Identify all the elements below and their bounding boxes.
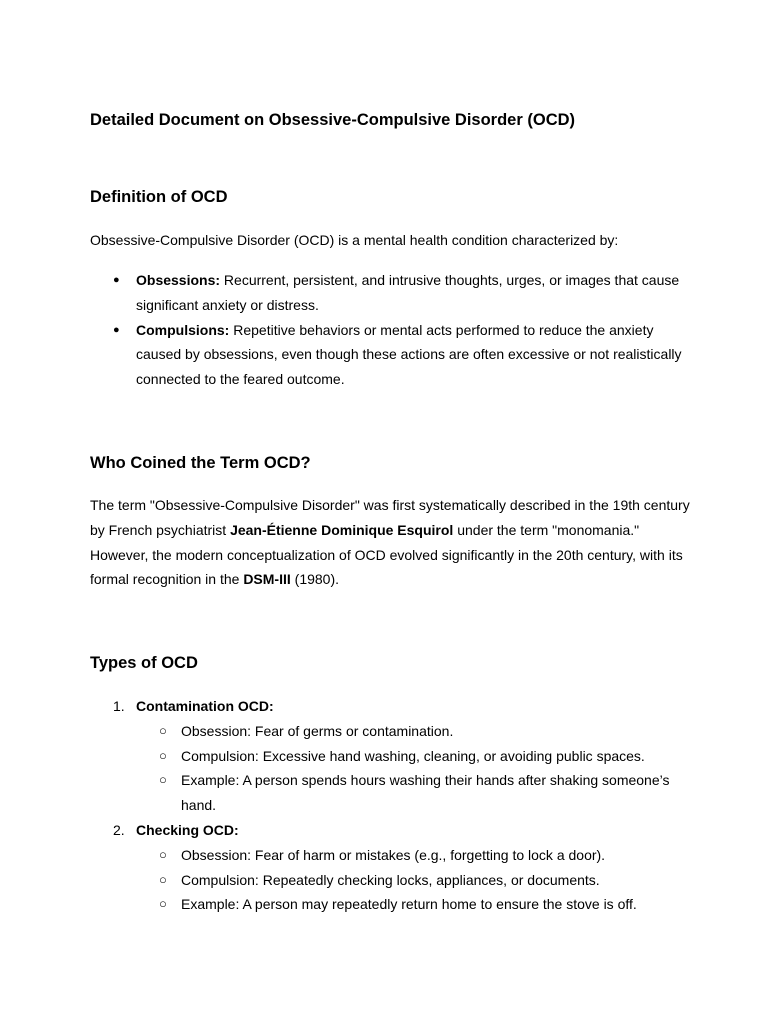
list-item (136, 868, 690, 893)
detail-text: Obsession: Fear of harm or mistakes (e.g., forgetting to lock a door). (181, 846, 606, 863)
definition-text: Recurrent, persistent, and intrusive thoughts, urges, or images that cause significant anxiety or distress. (136, 272, 680, 313)
definition-term: Compulsions: (136, 321, 230, 338)
section-heading-types: Types of OCD (90, 654, 198, 672)
list-item (136, 843, 690, 868)
circle-bullet-icon: ○ (159, 896, 167, 912)
bullet-icon: ● (113, 274, 120, 286)
type-details (136, 719, 690, 818)
list-item (136, 892, 690, 917)
types-list (90, 694, 690, 917)
definition-text: Repetitive behaviors or mental acts performed to reduce the anxiety caused by obsessions, even though these actions are often excessive or not realistically connected to the feared outcome. (136, 321, 682, 388)
document-title: Detailed Document on Obsessive-Compulsive Disorder (OCD) (90, 111, 576, 129)
detail-text: Example: A person may repeatedly return home to ensure the stove is off. (181, 896, 637, 913)
detail-text: Compulsion: Repeatedly checking locks, appliances, or documents. (181, 871, 600, 888)
list-item (90, 818, 690, 917)
list-number: 2. (113, 821, 125, 838)
coined-text: under the term "monomania." However, the modern conceptualization of OCD evolved significantly in the 20th century, with its formal recognition in the (90, 521, 683, 588)
circle-bullet-icon: ○ (159, 772, 167, 788)
list-item (136, 744, 690, 769)
definition-term: Obsessions: (136, 272, 221, 288)
coined-manual: DSM-III (243, 571, 291, 588)
detail-text: Compulsion: Excessive hand washing, cleaning, or avoiding public spaces. (181, 747, 645, 764)
section-heading-definition: Definition of OCD (90, 188, 228, 206)
circle-bullet-icon: ○ (159, 846, 167, 862)
list-number: 1. (113, 698, 125, 714)
list-item (90, 268, 690, 318)
type-details (136, 843, 690, 917)
definition-intro: Obsessive-Compulsive Disorder (OCD) is a mental health condition characterized by: (90, 232, 619, 248)
type-title: Checking OCD: (136, 821, 239, 838)
list-item (136, 768, 690, 818)
type-title: Contamination OCD: (136, 698, 274, 714)
coined-text: The term "Obsessive-Compulsive Disorder" was first systematically described in the 19th century by French psychiatrist (90, 497, 690, 538)
list-item (90, 318, 690, 392)
circle-bullet-icon: ○ (159, 722, 167, 738)
circle-bullet-icon: ○ (159, 747, 167, 763)
bullet-icon: ● (113, 323, 120, 336)
coined-text: (1980). (290, 571, 340, 588)
section-heading-coined: Who Coined the Term OCD? (90, 454, 311, 472)
detail-text: Obsession: Fear of germs or contamination. (181, 722, 454, 739)
coined-paragraph (90, 493, 690, 592)
circle-bullet-icon: ○ (159, 871, 167, 887)
detail-text: Example: A person spends hours washing their hands after shaking someone’s hand. (181, 772, 670, 814)
list-item (136, 719, 690, 744)
list-item (90, 694, 690, 818)
coined-person: Jean-Étienne Dominique Esquirol (230, 521, 454, 538)
definition-list (90, 268, 690, 392)
